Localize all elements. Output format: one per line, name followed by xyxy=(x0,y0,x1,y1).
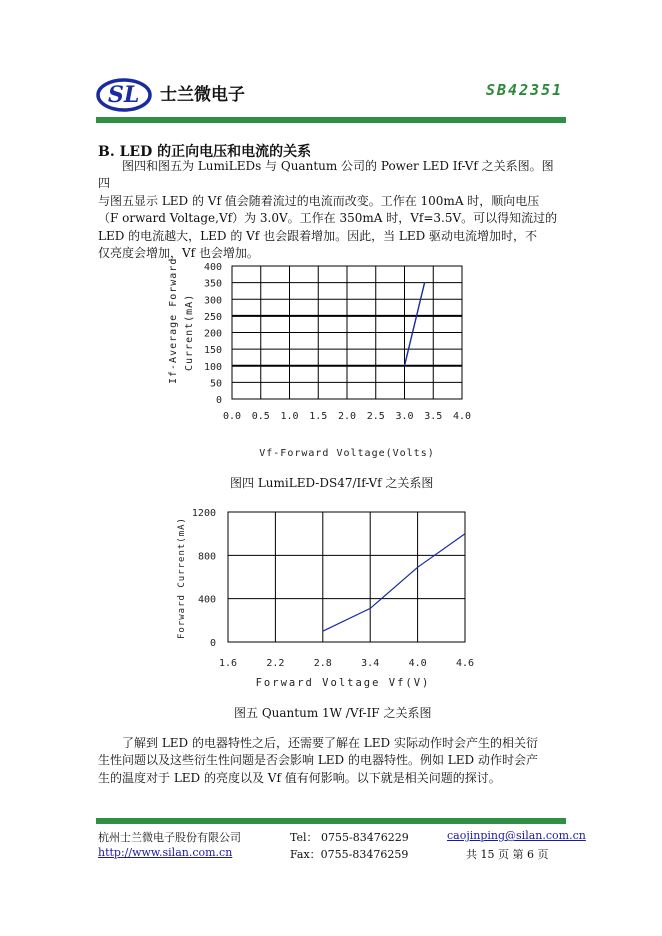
x-tick-label: 0.0 xyxy=(222,411,242,422)
paragraph-line: （F orward Voltage,Vf）为 3.0V。工作在 350mA 时，Vf=3.5V。可以得知流过的 xyxy=(98,211,558,226)
x-tick-label: 3.4 xyxy=(361,658,380,669)
paragraph-line: 了解到 LED 的电器特性之后，还需要了解在 LED 实际动作时会产生的相关衍 xyxy=(122,736,538,750)
y-tick-label: 150 xyxy=(203,345,222,357)
paragraph-line: 图四和图五为 LumiLEDs 与 Quantum 公司的 Power LED If-Vf 之关系图。图四 xyxy=(98,159,554,191)
y-tick-label: 400 xyxy=(197,594,216,606)
y-tick-label: 100 xyxy=(203,361,222,373)
chart1-grid xyxy=(232,266,462,399)
paragraph-line: 生的温度对于 LED 的亮度以及 Vf 值有何影响。以下就是相关问题的探讨。 xyxy=(98,770,501,785)
chart1-caption: 图四 LumiLED-DS47/If-Vf 之关系图 xyxy=(230,476,434,490)
chart1-xlabel: Vf-Forward Voltage(Volts) xyxy=(259,448,435,459)
y-tick-label: 300 xyxy=(203,295,222,307)
paragraph-line: 生性问题以及这些衍生性问题是否会影响 LED 的电器特性。例如 LED 动作时会产 xyxy=(98,753,538,768)
chart1-y-ticks xyxy=(204,262,222,406)
section-heading: B. LED 的正向电压和电流的关系 xyxy=(98,144,312,160)
x-tick-label: 0.5 xyxy=(251,411,270,422)
x-tick-label: 1.0 xyxy=(280,411,299,422)
chart2-series-line xyxy=(323,534,465,632)
y-tick-label: 0 xyxy=(215,395,222,406)
chart1-x-ticks xyxy=(223,411,471,422)
chart2-x-ticks xyxy=(219,658,474,669)
x-tick-label: 2.8 xyxy=(313,658,332,669)
y-tick-label: 350 xyxy=(203,278,222,290)
x-tick-label: 4.0 xyxy=(452,411,472,422)
footer-website-link[interactable]: http://www.silan.com.cn xyxy=(98,846,233,859)
header-divider xyxy=(96,117,566,123)
y-tick-label: 1200 xyxy=(191,508,216,519)
chart2-plot-area xyxy=(228,512,465,642)
paragraph-2 xyxy=(98,735,564,787)
model-number: SB42351 xyxy=(486,81,564,99)
chart-lumiled xyxy=(160,256,480,466)
y-tick-label: 400 xyxy=(203,262,222,273)
chart2-y-ticks xyxy=(192,508,216,649)
x-tick-label: 4.0 xyxy=(408,658,427,669)
x-tick-label: 4.6 xyxy=(455,658,475,669)
x-tick-label: 2.5 xyxy=(366,411,385,422)
footer-company: 杭州士兰微电子股份有限公司 xyxy=(98,831,241,844)
chart-quantum xyxy=(168,504,478,694)
footer-divider xyxy=(96,818,566,824)
footer-email-link[interactable]: caojinping@silan.com.cn xyxy=(447,829,586,842)
y-tick-label: 200 xyxy=(203,328,222,340)
footer-fax: Fax：0755-83476259 xyxy=(290,848,409,861)
chart1-ylabel-2: Current(mA) xyxy=(184,293,195,371)
company-logo xyxy=(96,74,152,114)
x-tick-label: 1.6 xyxy=(218,658,238,669)
chart1-ylabel-1: If-Average Forward xyxy=(168,257,179,384)
chart1-series-line xyxy=(405,283,425,366)
footer-pages: 共 15 页 第 6 页 xyxy=(466,848,549,861)
x-tick-label: 2.0 xyxy=(337,411,357,422)
y-tick-label: 800 xyxy=(197,551,216,563)
paragraph-line: LED 的电流越大，LED 的 Vf 也会跟着增加。因此，当 LED 驱动电流增加时，不 xyxy=(98,228,538,243)
paragraph-line: 与图五显示 LED 的 Vf 值会随着流过的电流而改变。工作在 100mA 时，顺向电压 xyxy=(98,193,540,208)
chart2-grid xyxy=(228,512,465,642)
x-tick-label: 2.2 xyxy=(266,658,285,669)
y-tick-label: 0 xyxy=(209,638,216,649)
chart2-ylabel: Forward Current(mA) xyxy=(177,517,187,639)
chart2-xlabel: Forward Voltage Vf(V) xyxy=(255,677,431,689)
x-tick-label: 1.5 xyxy=(309,411,328,422)
footer-tel: Tel： 0755-83476229 xyxy=(290,831,409,844)
x-tick-label: 3.5 xyxy=(424,411,443,422)
x-tick-label: 3.0 xyxy=(395,411,414,422)
paragraph-1 xyxy=(98,158,564,262)
y-tick-label: 250 xyxy=(203,311,222,323)
company-name: 士兰微电子 xyxy=(160,85,245,105)
y-tick-label: 50 xyxy=(209,378,222,390)
chart2-caption: 图五 Quantum 1W /Vf-IF 之关系图 xyxy=(234,706,432,720)
logo-text: SL xyxy=(108,82,140,108)
paragraph-line: 仅亮度会增加，Vf 也会增加。 xyxy=(98,246,259,261)
